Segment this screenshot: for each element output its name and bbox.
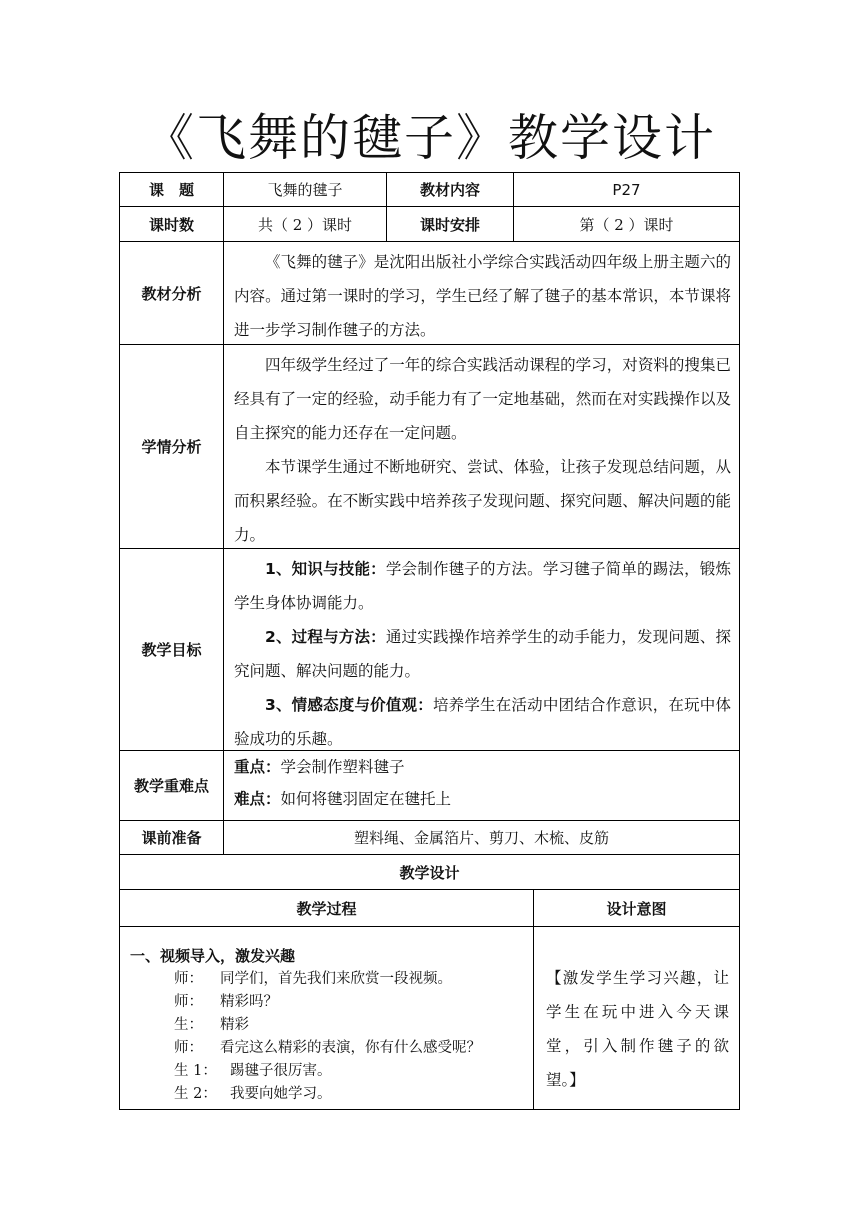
intent-text: 【激发学生学习兴趣，让学生在玩中进入今天课堂，引入制作毽子的欲望。】 [546, 969, 729, 1089]
key-point: 重点：学会制作塑料毽子 [234, 758, 405, 776]
content-label: 教材内容 [386, 172, 514, 207]
design-header: 教学设计 [119, 854, 740, 890]
student-analysis-label: 学情分析 [119, 344, 224, 549]
textbook-analysis-cell [223, 241, 740, 345]
objectives-label: 教学目标 [119, 548, 224, 751]
key-points-cell [223, 750, 740, 821]
schedule-label: 课时安排 [386, 206, 514, 242]
key-points-label: 教学重难点 [119, 750, 224, 821]
dialogue-line: 生 2： 我要向她学习。 [174, 1086, 332, 1102]
objective-item: 3、情感态度与价值观：培养学生在活动中团结合作意识，在玩中体验成功的乐趣。 [234, 696, 731, 748]
document-title: 《飞舞的毽子》教学设计 [144, 109, 716, 167]
hours-label: 课时数 [119, 206, 224, 242]
hours-value: 共（ 2 ）课时 [223, 206, 387, 242]
textbook-analysis-label: 教材分析 [119, 241, 224, 345]
dialogue-line: 师： 同学们，首先我们来欣赏一段视频。 [174, 971, 452, 987]
schedule-value: 第（ 2 ）课时 [513, 206, 740, 242]
objectives-cell [223, 548, 740, 751]
objective-item: 2、过程与方法：通过实践操作培养学生的动手能力，发现问题、探究问题、解决问题的能力。 [234, 628, 731, 680]
process-cell [119, 926, 534, 1110]
dialogue-line: 生 1： 踢毽子很厉害。 [174, 1063, 332, 1079]
student-analysis-cell [223, 344, 740, 549]
intent-cell [533, 926, 740, 1110]
subject-label: 课 题 [119, 172, 224, 207]
intent-header: 设计意图 [533, 889, 740, 927]
section-title: 一、视频导入，激发兴趣 [130, 947, 296, 965]
dialogue-line: 师： 精彩吗？ [174, 994, 278, 1010]
process-header: 教学过程 [119, 889, 534, 927]
content-value: P27 [513, 172, 740, 207]
difficult-point: 难点：如何将毽羽固定在毽托上 [234, 790, 452, 808]
student-analysis-p1: 四年级学生经过了一年的综合实践活动课程的学习，对资料的搜集已经具有了一定的经验，动手能力有了一定地基础，然而在对实践操作以及自主探究的能力还存在一定问题。 [234, 356, 731, 442]
dialogue-line: 师： 看完这么精彩的表演，你有什么感受呢？ [174, 1040, 481, 1056]
preparation-label: 课前准备 [119, 820, 224, 855]
preparation-value: 塑料绳、金属箔片、剪刀、木梳、皮筋 [223, 820, 740, 855]
subject-value: 飞舞的毽子 [223, 172, 387, 207]
textbook-analysis-text: 《飞舞的毽子》是沈阳出版社小学综合实践活动四年级上册主题六的内容。通过第一课时的学习，学生已经了解了毽子的基本常识，本节课将进一步学习制作毽子的方法。 [234, 253, 731, 339]
objective-item: 1、知识与技能：学会制作毽子的方法。学习毽子简单的踢法，锻炼学生身体协调能力。 [234, 560, 731, 612]
student-analysis-p2: 本节课学生通过不断地研究、尝试、体验，让孩子发现总结问题，从而积累经验。在不断实践中培养孩子发现问题、探究问题、解决问题的能力。 [234, 458, 731, 544]
dialogue-line: 生： 精彩 [174, 1017, 249, 1033]
